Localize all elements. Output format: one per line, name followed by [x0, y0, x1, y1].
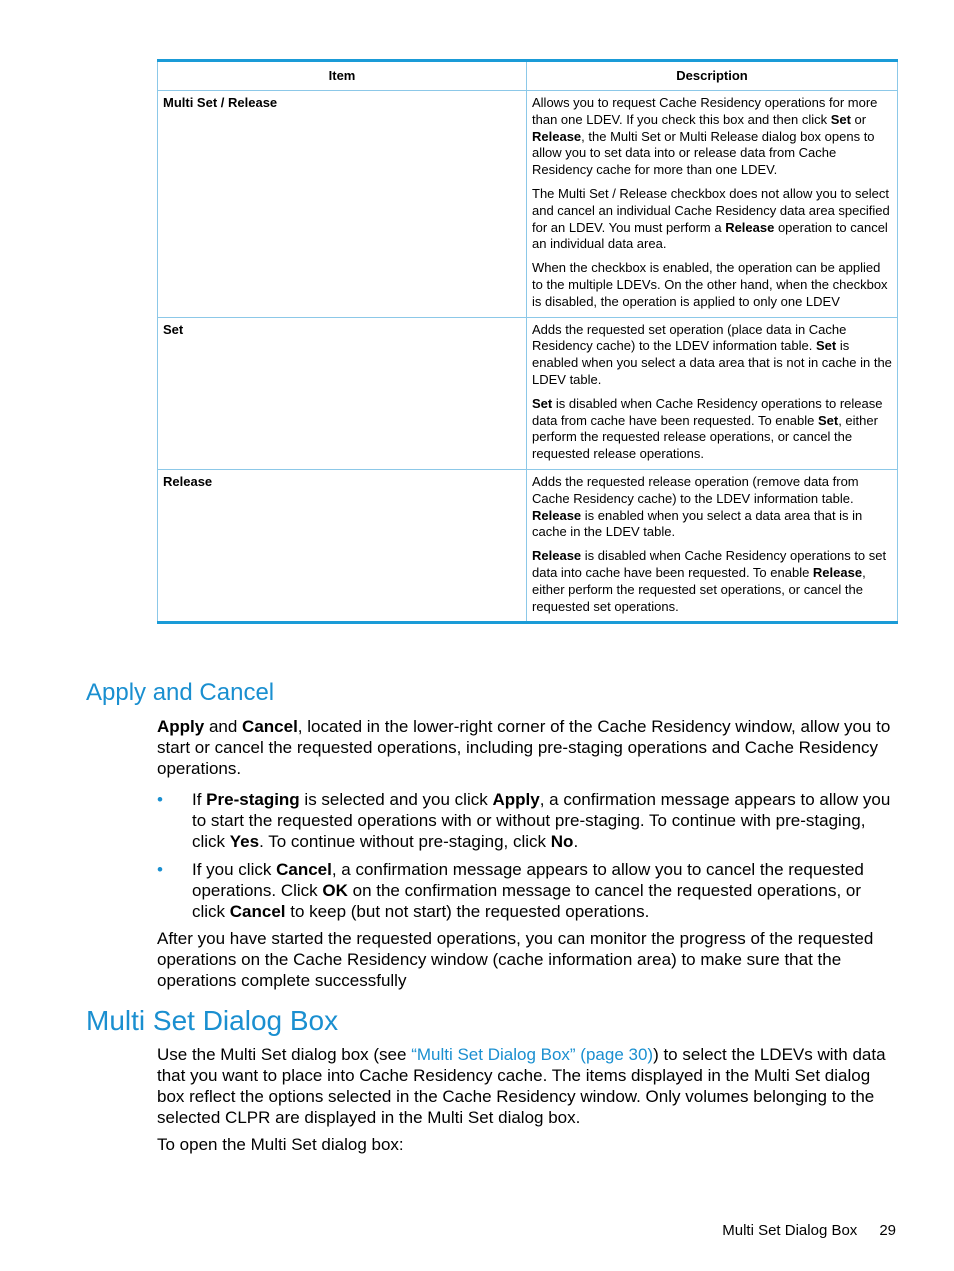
bold-term: Set: [817, 412, 839, 428]
text-run: Allows you to request Cache Residency operations for more than one LDEV. If you check this box and then click: [532, 95, 878, 127]
text-run: is disabled when Cache Residency operations to set data into cache have been requested. To enable: [532, 548, 887, 580]
bullet-text: [192, 860, 864, 921]
apply-cancel-bullets: [157, 789, 897, 922]
column-header-description: Description: [527, 61, 898, 91]
bold-term: Release: [532, 548, 582, 564]
text-run: operation to cancel an individual data area.: [532, 219, 888, 252]
text-run: on the confirmation message to cancel the requested operations, or click: [192, 881, 862, 921]
bold-term: Cancel: [229, 902, 286, 921]
bold-term: Pre-staging: [206, 790, 300, 809]
bold-term: Cancel: [276, 860, 332, 879]
text-run: When the checkbox is enabled, the operation can be applied to the multiple LDEVs. On the other hand, when the checkbox is disabled, the operation is applied to only one LDEV: [532, 260, 888, 309]
table-row: [158, 469, 898, 622]
footer-title: Multi Set Dialog Box: [722, 1222, 858, 1239]
table-header-row: [158, 61, 898, 91]
text-run: , located in the lower-right corner of the Cache Residency window, allow you to start or cancel the requested operations, including pre-staging operations and Cache Residency operations.: [157, 717, 891, 778]
bold-term: Cancel: [242, 717, 298, 736]
text-run: , either perform the requested set operations, or cancel the requested set operations.: [532, 564, 866, 614]
description-paragraph: [532, 474, 892, 541]
description-paragraph: [532, 396, 892, 463]
text-run: Use the Multi Set dialog box (see: [157, 1045, 412, 1064]
text-run: , either perform the requested release operations, or cancel the requested release operations.: [532, 412, 878, 462]
bold-term: No: [550, 832, 574, 851]
bold-term: OK: [322, 881, 348, 900]
bold-term: Yes: [229, 832, 260, 851]
text-run: is enabled when you select a data area that is not in cache in the LDEV table.: [532, 338, 892, 387]
table-row: [158, 317, 898, 469]
item-cell: Set: [158, 317, 527, 469]
description-paragraph: [532, 186, 892, 253]
text-run: is selected and you click: [299, 790, 493, 809]
bold-term: Set: [815, 338, 837, 354]
bold-term: Apply: [157, 717, 205, 736]
apply-cancel-intro: [157, 716, 897, 779]
bold-term: Release: [725, 219, 775, 235]
description-cell: [527, 317, 898, 469]
bullet-text: [192, 790, 890, 851]
description-paragraph: [532, 260, 892, 310]
multi-set-open-instruction: To open the Multi Set dialog box:: [157, 1135, 404, 1154]
description-paragraph: [532, 95, 892, 179]
text-run: If you click: [192, 860, 277, 879]
heading-multi-set-dialog-box: Multi Set Dialog Box: [86, 1005, 339, 1036]
text-run: ) to select the LDEVs with data that you want to place into Cache Residency cache. The items displayed in the Multi Set dialog box reflect the options selected in the Cache Residency window. Only volumes belonging to the selected CLPR are displayed in the Multi Set dialog box.: [157, 1045, 886, 1127]
item-cell: Release: [158, 469, 527, 622]
text-run: , the Multi Set or Multi Release dialog box opens to allow you to set data into or release data from Cache Residency cache for more than one LDEV.: [532, 128, 875, 178]
multi-set-para: [157, 1044, 897, 1128]
column-header-item: Item: [158, 61, 527, 91]
description-cell: [527, 469, 898, 622]
text-run: is enabled when you select a data area that is in cache in the LDEV table.: [532, 507, 863, 540]
text-run: The Multi Set / Release checkbox does not allow you to select and cancel an individual Cache Residency data area specified for an LDEV. You must perform a: [532, 185, 890, 235]
list-item: [157, 789, 897, 852]
description-paragraph: [532, 548, 892, 615]
text-run: to keep (but not start) the requested operations.: [285, 902, 650, 921]
text-run: . To continue without pre-staging, click: [259, 832, 551, 851]
items-table: [157, 59, 898, 624]
text-run: and: [204, 717, 243, 736]
description-cell: [527, 91, 898, 318]
text-run: or: [850, 111, 867, 127]
bold-term: Release: [812, 564, 863, 580]
text-run: If: [192, 790, 207, 809]
text-run: Adds the requested release operation (remove data from Cache Residency cache) to the LDEV information table.: [532, 473, 859, 506]
bold-term: Set: [532, 395, 553, 411]
bold-term: Set: [830, 111, 851, 127]
cross-reference-link[interactable]: “Multi Set Dialog Box” (page 30): [411, 1045, 654, 1064]
text-run: , a confirmation message appears to allow you to start the requested operations with or without pre-staging. To continue with pre-staging, click: [192, 790, 891, 851]
description-paragraph: [532, 322, 892, 389]
page-footer: [722, 1222, 896, 1239]
bullet-icon: •: [157, 860, 163, 879]
bold-term: Release: [532, 128, 582, 144]
heading-apply-and-cancel: Apply and Cancel: [86, 679, 275, 706]
table-row: [158, 91, 898, 318]
list-item: [157, 859, 897, 922]
text-run: is disabled when Cache Residency operations to release data from cache have been requested. To enable: [532, 395, 883, 428]
apply-cancel-outro: After you have started the requested operations, you can monitor the progress of the requested operations on the Cache Residency window (cache information area) to make sure that the operations complete successfully: [157, 929, 874, 990]
bold-term: Apply: [492, 790, 540, 809]
text-run: , a confirmation message appears to allow you to cancel the requested operations. Click: [192, 860, 864, 900]
page-number: 29: [879, 1222, 896, 1239]
item-cell: Multi Set / Release: [158, 91, 527, 318]
bullet-icon: •: [157, 790, 163, 809]
bold-term: Release: [532, 507, 582, 523]
text-run: .: [573, 832, 579, 851]
text-run: Adds the requested set operation (place data in Cache Residency cache) to the LDEV information table.: [532, 321, 847, 354]
